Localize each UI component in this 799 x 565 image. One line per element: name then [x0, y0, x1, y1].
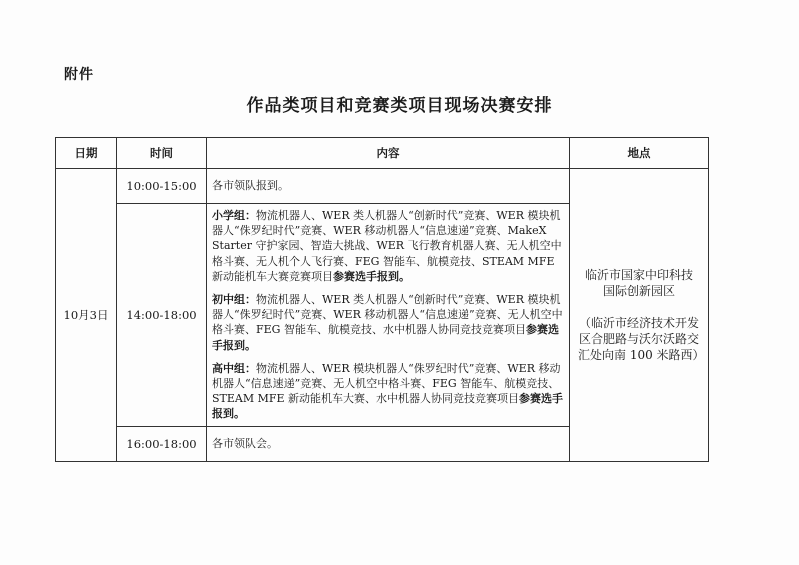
- location-sub: （临沂市经济技术开发区合肥路与沃尔沃路交汇处向南 100 米路西）: [578, 315, 705, 362]
- content-cell: 各市领队会。: [207, 426, 570, 461]
- date-cell: 10月3日: [56, 169, 117, 462]
- group-text: 物流机器人、WER 类人机器人“创新时代”竞赛、WER 模块机器人“侏罗纪时代”竞赛、WER 移动机器人“信息速递”竞赛、无人机空中格斗赛、FEG 智能车、航模竞技、水中机器人协同竞技竞赛项目: [212, 293, 563, 337]
- header-location: 地点: [570, 138, 709, 169]
- header-date: 日期: [56, 138, 117, 169]
- content-cell: [207, 204, 570, 427]
- attachment-label: 附件: [64, 67, 94, 83]
- group-label: 初中组：: [212, 293, 256, 307]
- group-text: 物流机器人、WER 模块机器人“侏罗纪时代”竞赛、WER 移动机器人“信息速递”竞赛、无人机空中格斗赛、FEG 智能车、航模竞技、STEAM MFE 新动能机车大赛、水中机器人协同竞技竞赛项目: [212, 361, 561, 406]
- group-senior: [212, 361, 564, 422]
- group-junior: [212, 292, 564, 353]
- group-text: 物流机器人、WER 类人机器人“创新时代”竞赛、WER 模块机器人“侏罗纪时代”竞赛、WER 移动机器人“信息速递”竞赛、MakeX Starter 守护家园、智造大挑战、WER 飞行教育机器人赛、无人机空中格斗赛、无人机个人飞行赛、FEG 智能车、航模竞技、STEAM MFE 新动能机车大赛竞赛项目: [212, 209, 562, 283]
- location-cell: [570, 169, 709, 462]
- header-time: 时间: [117, 138, 207, 169]
- group-emphasis: 参赛选手报到。: [212, 323, 559, 352]
- group-label: 小学组：: [212, 209, 256, 222]
- group-emphasis: 参赛选手报到。: [333, 269, 410, 283]
- content-cell: 各市领队报到。: [207, 169, 570, 204]
- time-cell: 16:00-18:00: [117, 426, 207, 461]
- time-cell: 14:00-18:00: [117, 204, 207, 427]
- document-title: 作品类项目和竞赛类项目现场决赛安排: [246, 96, 553, 116]
- header-content: 内容: [207, 138, 570, 169]
- schedule-table: [55, 137, 709, 462]
- location-main: 临沂市国家中印科技国际创新园区: [584, 267, 693, 298]
- table-row: [56, 169, 709, 204]
- time-cell: 10:00-15:00: [117, 169, 207, 204]
- group-primary: [212, 208, 564, 284]
- group-emphasis: 参赛选手报到。: [212, 392, 564, 421]
- group-label: 高中组：: [212, 361, 256, 375]
- table-header-row: [56, 138, 709, 169]
